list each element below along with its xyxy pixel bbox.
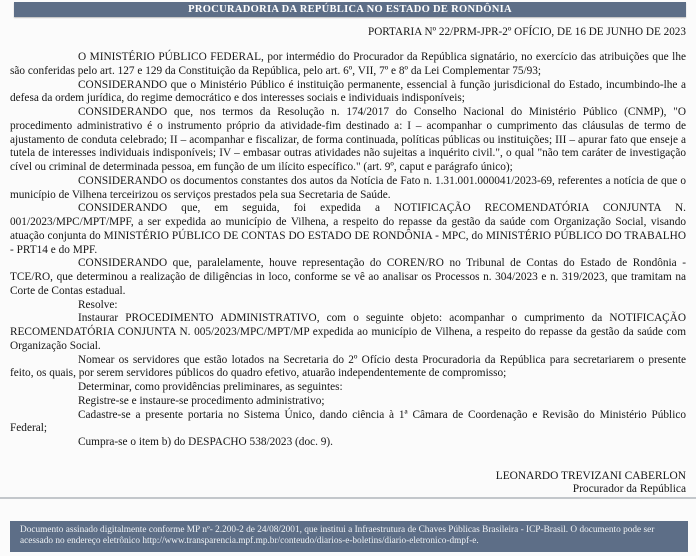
paragraph-considerando-4: CONSIDERANDO que, em seguida, foi expedida a NOTIFICAÇÃO RECOMENDATÓRIA CONJUNTA N. 001/2023/MPC/MPT/MPF, a ser expedida ao município de Vilhena, a respeito do repasse da gestão da saúde com Organização Social, visando atuação conjunta do MINISTÉRIO PÚBLICO DE CONTAS DO ESTADO DE RONDÔNIA - MPC, do MINISTÉRIO PÚBLICO DO TRABALHO - PRT14 e do MPF. <box>10 202 686 256</box>
document-body <box>10 51 686 496</box>
paragraph-considerando-1: CONSIDERANDO que o Ministério Público é instituição permanente, essencial à função jurisdicional do Estado, incumbindo-lhe a defesa da ordem jurídica, do regime democrático e dos interesses sociais e individuais indisponíveis; <box>10 78 686 105</box>
footer-divider <box>0 497 696 499</box>
paragraph-instaurar: Instaurar PROCEDIMENTO ADMINISTRATIVO, com o seguinte objeto: acompanhar o cumprimento da NOTIFICAÇÃO RECOMENDATÓRIA CONJUNTA N. 005/2023/MPC/MPT/MP expedida ao município de Vilhena, a respeito do repasse da gestão da saúde com Organização Social. <box>10 312 686 352</box>
paragraph-determinar: Determinar, como providências preliminares, as seguintes: <box>78 381 343 393</box>
paragraph-registre-se: Registre-se e instaure-se procedimento administrativo; <box>78 394 325 407</box>
paragraph-considerando-2: CONSIDERANDO que, nos termos da Resolução n. 174/2017 do Conselho Nacional do Ministério Público (CNMP), "O procedimento administrativo é o instrumento próprio da atividade-fim destinado a: I – acompanhar o cumprimento das cláusulas de termo de ajustamento de conduta celebrado; II – acompanhar e fiscalizar, de forma continuada, políticas públicas ou instituições; III – apurar fato que enseje a tutela de interesses individuais indisponíveis; IV – embasar outras atividades não sujeitas a inquérito civil.", o qual "não tem caráter de investigação cível ou criminal de determinada pessoa, em função de um ilícito específico." (art. 9º, caput e parágrafo único); <box>10 106 686 173</box>
paragraph-considerando-3: CONSIDERANDO os documentos constantes dos autos da Notícia de Fato n. 1.31.001.000041/2023-69, referentes a notícia de que o município de Vilhena terceirizou os serviços prestados pela sua Secretaria de Saúde. <box>10 174 686 201</box>
institution-header-bar: PROCURADORIA DA REPÚBLICA NO ESTADO DE RONDÔNIA <box>14 2 686 17</box>
signature-role: Procurador da República <box>572 482 686 495</box>
paragraph-preamble: O MINISTÉRIO PÚBLICO FEDERAL, por intermédio do Procurador da República signatário, no exercício das atribuições que lhe são conferidas pelo art. 127 e 129 da Constituição da República, pelo art. 6º, VII, 7º e 8º da Lei Complementar 75/93; <box>10 51 686 77</box>
paragraph-considerando-5: CONSIDERANDO que, paralelamente, houve representação do COREN/RO no Tribunal de Contas do Estado de Rondônia - TCE/RO, que determinou a realização de diligências in loco, conforme se vê ao analisar os Processos n. 304/2023 e n. 319/2023, que tramitam na Corte de Contas estadual. <box>10 257 686 297</box>
paragraph-cadastre-se: Cadastre-se a presente portaria no Sistema Único, dando ciência à 1ª Câmara de Coordenação e Revisão do Ministério Público Federal; <box>10 408 686 435</box>
portaria-title: PORTARIA Nº 22/PRM-JPR-2º OFÍCIO, DE 16 DE JUNHO DE 2023 <box>367 26 686 38</box>
digital-signature-footer: Documento assinado digitalmente conforme MP nº- 2.200-2 de 24/08/2001, que institui a Infraestrutura de Chaves Públicas Brasileira - ICP-Brasil. O documento pode ser acessado no endereço eletrônico http://www.transparencia.mpf.mp.br/conteudo/diarios-e-boletins/diario-eletronico-dmpf-e. <box>10 521 688 552</box>
signature-name: LEONARDO TREVIZANI CABERLON <box>495 469 686 482</box>
paragraph-cumpra-se: Cumpra-se o item b) do DESPACHO 538/2023 (doc. 9). <box>78 436 334 448</box>
signature-block <box>10 470 686 496</box>
paragraph-resolve: Resolve: <box>78 298 118 311</box>
paragraph-nomear: Nomear os servidores que estão lotados na Secretaria do 2º Ofício desta Procuradoria da República para secretariarem o presente feito, os quais, por serem servidores públicos do quadro efetivo, atuarão independentemente de compromisso; <box>10 353 686 380</box>
